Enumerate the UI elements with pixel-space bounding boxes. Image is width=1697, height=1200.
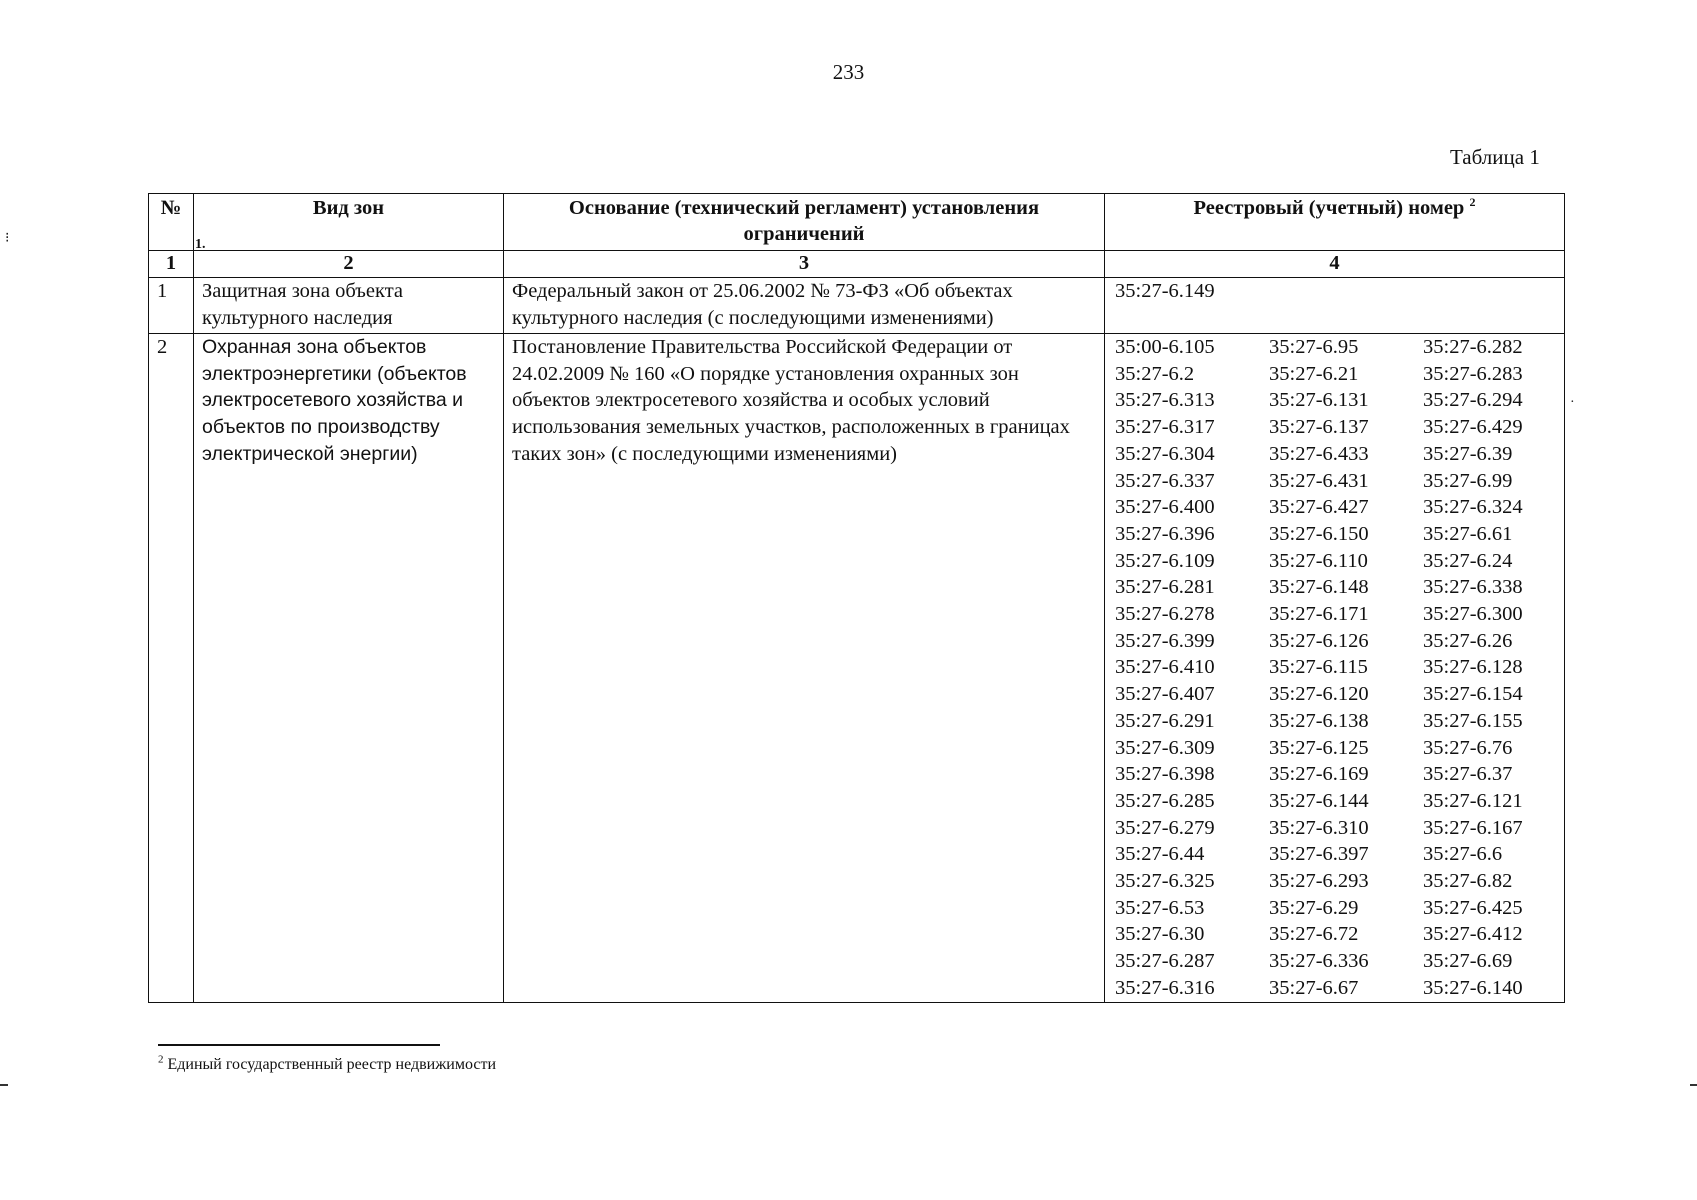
footnote bbox=[158, 1053, 497, 1074]
basis-cell: Федеральный закон от 25.06.2002 № 73-ФЗ «Об объектах культурного наследия (с последующими изменениями) bbox=[504, 278, 1105, 334]
header-zone-type: Вид зон bbox=[194, 194, 504, 251]
registry-number: 35:27-6.140 bbox=[1423, 976, 1523, 999]
registry-number: 35:27-6.325 bbox=[1115, 870, 1215, 893]
registry-number: 35:27-6.338 bbox=[1423, 576, 1523, 599]
table-caption: Таблица 1 bbox=[1450, 145, 1540, 169]
registry-number: 35:27-6.169 bbox=[1269, 763, 1369, 786]
registry-number: 35:27-6.121 bbox=[1423, 789, 1523, 812]
registry-number: 35:27-6.2 bbox=[1115, 362, 1195, 385]
registry-number: 35:27-6.309 bbox=[1115, 736, 1215, 759]
registry-number: 35:27-6.433 bbox=[1269, 442, 1369, 465]
registry-number: 35:27-6.149 bbox=[1115, 280, 1215, 302]
registry-number: 35:27-6.398 bbox=[1115, 763, 1215, 786]
registry-number: 35:27-6.304 bbox=[1115, 442, 1215, 465]
registry-number: 35:27-6.26 bbox=[1423, 629, 1513, 652]
registry-number: 35:27-6.144 bbox=[1269, 789, 1369, 812]
registry-number: 35:27-6.69 bbox=[1423, 950, 1513, 973]
registry-number: 35:27-6.99 bbox=[1423, 469, 1513, 492]
registry-number: 35:27-6.293 bbox=[1269, 870, 1369, 893]
registry-number: 35:27-6.324 bbox=[1423, 496, 1523, 519]
registry-number: 35:27-6.300 bbox=[1423, 603, 1523, 626]
registry-number: 35:27-6.167 bbox=[1423, 816, 1523, 839]
registry-number: 35:27-6.317 bbox=[1115, 416, 1215, 439]
registry-number: 35:27-6.30 bbox=[1115, 923, 1205, 946]
zone-type-cell: Защитная зона объекта культурного наследия bbox=[194, 278, 504, 334]
registry-number: 35:00-6.105 bbox=[1115, 336, 1215, 358]
registry-number: 35:27-6.39 bbox=[1423, 442, 1513, 465]
registry-number: 35:27-6.294 bbox=[1423, 389, 1523, 412]
registry-number: 35:27-6.155 bbox=[1423, 709, 1523, 732]
registry-number: 35:27-6.425 bbox=[1423, 896, 1523, 919]
header-registry-number bbox=[1105, 194, 1565, 251]
registry-number: 35:27-6.431 bbox=[1269, 469, 1369, 492]
registry-number: 35:27-6.313 bbox=[1115, 389, 1215, 412]
table-row bbox=[149, 334, 1565, 1003]
footnote-marker: 2 bbox=[158, 1053, 164, 1066]
registry-number: 35:27-6.154 bbox=[1423, 683, 1523, 706]
registry-number: 35:27-6.310 bbox=[1269, 816, 1369, 839]
page-number: 233 bbox=[832, 60, 865, 84]
registry-number: 35:27-6.283 bbox=[1423, 362, 1523, 385]
row-number: 1 bbox=[149, 278, 194, 334]
registry-number: 35:27-6.82 bbox=[1423, 870, 1513, 893]
zone-type-cell: Охранная зона объектов электроэнергетики (объектов электросетевого хозяйства и объектов по производству электрической энергии) bbox=[194, 334, 504, 1003]
registry-number: 35:27-6.126 bbox=[1269, 629, 1369, 652]
scan-mark bbox=[0, 1084, 8, 1086]
registry-number: 35:27-6.282 bbox=[1423, 336, 1523, 358]
registry-number: 35:27-6.110 bbox=[1269, 549, 1368, 572]
registry-numbers-cell bbox=[1105, 334, 1565, 1003]
header-registry-number-label: Реестровый (учетный) номер bbox=[1193, 197, 1465, 219]
registry-number: 35:27-6.61 bbox=[1423, 522, 1513, 545]
header-number bbox=[149, 194, 206, 252]
registry-number: 35:27-6.316 bbox=[1115, 976, 1215, 999]
registry-number: 35:27-6.396 bbox=[1115, 522, 1215, 545]
registry-number: 35:27-6.171 bbox=[1269, 603, 1369, 626]
registry-number-list bbox=[1113, 278, 1556, 305]
registry-number: 35:27-6.285 bbox=[1115, 789, 1215, 812]
registry-number: 35:27-6.76 bbox=[1423, 736, 1513, 759]
registry-number: 35:27-6.400 bbox=[1115, 496, 1215, 519]
registry-number: 35:27-6.67 bbox=[1269, 976, 1359, 999]
header-number-mark: 1. bbox=[195, 237, 206, 252]
registry-number: 35:27-6.72 bbox=[1269, 923, 1359, 946]
registry-number: 35:27-6.131 bbox=[1269, 389, 1369, 412]
registry-number: 35:27-6.125 bbox=[1269, 736, 1369, 759]
registry-number: 35:27-6.399 bbox=[1115, 629, 1215, 652]
registry-number: 35:27-6.150 bbox=[1269, 522, 1369, 545]
scan-mark bbox=[1690, 1084, 1697, 1086]
registry-number: 35:27-6.115 bbox=[1269, 656, 1368, 679]
registry-number: 35:27-6.6 bbox=[1423, 843, 1503, 866]
registry-numbers-cell bbox=[1105, 278, 1565, 334]
registry-number: 35:27-6.412 bbox=[1423, 923, 1523, 946]
registry-number: 35:27-6.138 bbox=[1269, 709, 1369, 732]
registry-number: 35:27-6.291 bbox=[1115, 709, 1215, 732]
registry-number: 35:27-6.281 bbox=[1115, 576, 1215, 599]
registry-number: 35:27-6.278 bbox=[1115, 603, 1215, 626]
table-row bbox=[149, 278, 1565, 334]
row-number: 2 bbox=[149, 334, 194, 1003]
registry-number: 35:27-6.95 bbox=[1269, 336, 1359, 358]
footnote-ref: 2 bbox=[1469, 195, 1476, 210]
registry-number: 35:27-6.336 bbox=[1269, 950, 1369, 973]
registry-number: 35:27-6.53 bbox=[1115, 896, 1205, 919]
registry-number: 35:27-6.287 bbox=[1115, 950, 1215, 973]
scan-speck: ⁝ bbox=[5, 231, 10, 246]
registry-number: 35:27-6.137 bbox=[1269, 416, 1369, 439]
footnote-divider bbox=[158, 1044, 440, 1046]
column-number-row bbox=[149, 251, 1565, 278]
registry-number: 35:27-6.29 bbox=[1269, 896, 1359, 919]
column-number: 4 bbox=[1105, 251, 1565, 278]
header-number-label: № bbox=[160, 197, 182, 219]
column-number: 2 bbox=[194, 251, 504, 278]
registry-number: 35:27-6.37 bbox=[1423, 763, 1513, 786]
registry-number: 35:27-6.109 bbox=[1115, 549, 1215, 572]
registry-number: 35:27-6.120 bbox=[1269, 683, 1369, 706]
scan-speck: · bbox=[1570, 395, 1575, 410]
column-number: 3 bbox=[504, 251, 1105, 278]
registry-number: 35:27-6.407 bbox=[1115, 683, 1215, 706]
registry-number: 35:27-6.337 bbox=[1115, 469, 1215, 492]
registry-number: 35:27-6.427 bbox=[1269, 496, 1369, 519]
registry-number: 35:27-6.397 bbox=[1269, 843, 1369, 866]
basis-cell: Постановление Правительства Российской Федерации от 24.02.2009 № 160 «О порядке установления охранных зон объектов электросетевого хозяйства и особых условий использования земельных участков, расположенных в границах таких зон» (с последующими изменениями) bbox=[504, 334, 1105, 1003]
registry-number: 35:27-6.279 bbox=[1115, 816, 1215, 839]
registry-number: 35:27-6.44 bbox=[1115, 843, 1205, 866]
registry-number: 35:27-6.24 bbox=[1423, 549, 1513, 572]
registry-number-list bbox=[1113, 334, 1556, 1002]
column-number: 1 bbox=[149, 251, 194, 278]
registry-number: 35:27-6.429 bbox=[1423, 416, 1523, 439]
registry-number: 35:27-6.410 bbox=[1115, 656, 1215, 679]
header-basis: Основание (технический регламент) установления ограничений bbox=[504, 194, 1105, 251]
registry-number: 35:27-6.21 bbox=[1269, 362, 1359, 385]
registry-number: 35:27-6.128 bbox=[1423, 656, 1523, 679]
footnote-text: Единый государственный реестр недвижимости bbox=[167, 1056, 497, 1073]
registry-table bbox=[148, 193, 1565, 1003]
table-header-row bbox=[149, 194, 1565, 251]
registry-number: 35:27-6.148 bbox=[1269, 576, 1369, 599]
